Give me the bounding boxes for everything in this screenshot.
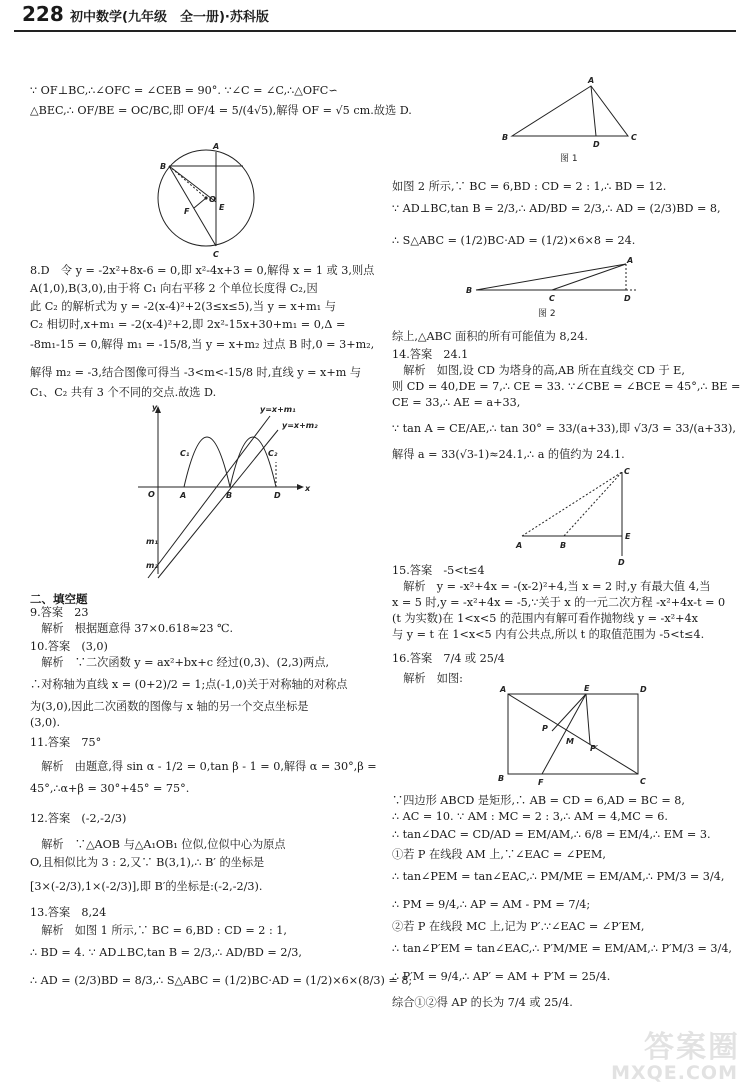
text-line: 45°,∴α+β = 30°+45° = 75°. xyxy=(30,782,190,795)
text-line: 解得 m₂ = -3,结合图像可得当 -3<m<-15/8 时,直线 y = x+m 与 xyxy=(30,366,362,379)
figure-14 xyxy=(508,466,638,566)
text-line: ∵ tan A = CE/AE,∴ tan 30° = 33/(a+33),即 √3/3 = 33/(a+33), xyxy=(392,422,736,435)
text-line: 解析 根据题意得 37×0.618≈23 ℃. xyxy=(30,622,234,635)
axis-label: y xyxy=(152,403,158,412)
text-line: CE = 33,∴ AE = a+33, xyxy=(392,396,521,409)
text-line: 16.答案 7/4 或 25/4 xyxy=(392,652,505,665)
fig-label: A xyxy=(180,491,187,500)
fig-label: B xyxy=(502,133,509,142)
text-line: 解得 a = 33(√3-1)≈24.1,∴ a 的值约为 24.1. xyxy=(392,448,625,461)
text-line: 为(3,0),因此二次函数的图像与 x 轴的另一个交点坐标是 xyxy=(30,700,309,713)
text-line: 解析 如图,设 CD 为塔身的高,AB 所在直线交 CD 于 E, xyxy=(392,364,685,377)
fig-label: A xyxy=(588,76,595,85)
fig-label: A xyxy=(516,541,523,550)
text-line: ∴ tan∠PEM = tan∠EAC,∴ PM/ME = EM/AM,∴ PM/3 = 3/4, xyxy=(392,870,725,883)
text-line: ②若 P 在线段 MC 上,记为 P′.∵∠EAC = ∠P′EM, xyxy=(392,920,645,933)
watermark xyxy=(612,1022,744,1086)
text-line: 9.答案 23 xyxy=(30,606,89,619)
rectangle-figure xyxy=(492,684,652,794)
text-line: 10.答案 (3,0) xyxy=(30,640,108,653)
fig-label: O xyxy=(148,490,155,499)
text-line: 此 C₂ 的解析式为 y = -2(x-4)²+2(3≤x≤5),当 y = x+m₁ 与 xyxy=(30,300,336,313)
fig-label: D xyxy=(618,558,625,567)
fig-label: C₂ xyxy=(268,449,278,458)
text-line: C₂ 相切时,x+m₁ = -2(x-4)²+2,即 2x²-15x+30+m₁ = 0,Δ = xyxy=(30,318,346,331)
fig-label: P xyxy=(542,724,548,733)
text-line: △BEC,∴ OF/BE = OC/BC,即 OF/4 = 5/(4√5),解得 OF = √5 cm.故选 D. xyxy=(30,104,412,117)
text-line: 解析 ∵△AOB 与△A₁OB₁ 位似,位似中心为原点 xyxy=(30,838,286,851)
page-number: 228 xyxy=(22,2,64,26)
fig-label: E xyxy=(584,684,590,693)
fig-label: y=x+m₂ xyxy=(282,421,318,430)
text-line: (t 为实数)在 1<x<5 的范围内有解可看作抛物线 y = -x²+4x xyxy=(392,612,698,625)
text-line: [3×(-2/3),1×(-2/3)],即 B′的坐标是:(-2,-2/3). xyxy=(30,880,263,893)
fig-label: E xyxy=(219,203,225,212)
text-line: ∴ AC = 10. ∵ AM : MC = 2 : 3,∴ AM = 4,MC = 6. xyxy=(392,810,668,823)
figure-2 xyxy=(462,256,662,321)
fig-label: B xyxy=(160,162,167,171)
page-header xyxy=(14,0,736,32)
fig-label: y=x+m₁ xyxy=(260,405,296,414)
text-line: 8.D 令 y = -2x²+8x-6 = 0,即 x²-4x+3 = 0,解得 x = 1 或 3,则点 xyxy=(30,264,375,277)
axis-label: x xyxy=(305,484,311,493)
text-line: ∵四边形 ABCD 是矩形,∴ AB = CD = 6,AD = BC = 8, xyxy=(392,794,685,807)
text-line: 综合①②得 AP 的长为 7/4 或 25/4. xyxy=(392,996,573,1009)
text-line: ∴ tan∠P′EM = tan∠EAC,∴ P′M/ME = EM/AM,∴ P′M/3 = 3/4, xyxy=(392,942,732,955)
text-line: (3,0). xyxy=(30,716,61,729)
fig-label: C xyxy=(624,467,630,476)
text-line: 解析 y = -x²+4x = -(x-2)²+4,当 x = 2 时,y 有最大值 4,当 xyxy=(392,580,711,593)
fig-label: C xyxy=(213,250,219,259)
text-line: x = 5 时,y = -x²+4x = -5,∵关于 x 的一元二次方程 -x²+4x-t = 0 xyxy=(392,596,726,609)
text-line: ∴ S△ABC = (1/2)BC·AD = (1/2)×6×8 = 24. xyxy=(392,234,636,247)
watermark-logo-text: 答案圈 xyxy=(644,1030,740,1065)
fig-label: A xyxy=(627,256,634,265)
text-line: ∴ P′M = 9/4,∴ AP′ = AM + P′M = 25/4. xyxy=(392,970,611,983)
text-line: 14.答案 24.1 xyxy=(392,348,469,361)
text-line: 解析 由题意,得 sin α - 1/2 = 0,tan β - 1 = 0,解得 α = 30°,β = xyxy=(30,760,377,773)
text-line: 解析 如图 1 所示,∵ BC = 6,BD : CD = 2 : 1, xyxy=(30,924,287,937)
fig-label: B xyxy=(560,541,567,550)
text-line: 15.答案 -5<t≤4 xyxy=(392,564,485,577)
section-title: 二、填空题 xyxy=(30,592,88,606)
text-line: O,且相似比为 3 : 2,又∵ B(3,1),∴ B′ 的坐标是 xyxy=(30,856,265,869)
fig-label: O xyxy=(209,195,216,204)
text-line: 则 CD = 40,DE = 7,∴ CE = 33. ∵∠CBE = ∠BCE = 45°,∴ BE = xyxy=(392,380,741,393)
fig-label: A xyxy=(213,142,220,151)
fig-label: D xyxy=(593,140,600,149)
watermark-url: MXQE.COM xyxy=(611,1062,738,1084)
text-line: 12.答案 (-2,-2/3) xyxy=(30,812,127,825)
text-line: ∴ tan∠DAC = CD/AD = EM/AM,∴ 6/8 = EM/4,∴ EM = 3. xyxy=(392,828,711,841)
text-line: 如图 2 所示,∵ BC = 6,BD : CD = 2 : 1,∴ BD = 12. xyxy=(392,180,667,193)
fig-caption: 图 2 xyxy=(538,309,556,319)
text-line: ∴ PM = 9/4,∴ AP = AM - PM = 7/4; xyxy=(392,898,591,911)
fig-label: P′ xyxy=(590,744,598,753)
right-column xyxy=(392,36,741,1091)
text-line: 解析 如图: xyxy=(392,672,463,685)
fig-label: C xyxy=(631,133,637,142)
fig-label: D xyxy=(624,294,631,303)
fig-label: F xyxy=(538,778,544,787)
text-line: 13.答案 8,24 xyxy=(30,906,107,919)
text-line: 11.答案 75° xyxy=(30,736,102,749)
fig-label: D xyxy=(274,491,281,500)
text-line: ∵ OF⊥BC,∴∠OFC = ∠CEB = 90°. ∵∠C = ∠C,∴△OFC∽ xyxy=(30,84,338,97)
fig-label: F xyxy=(184,207,190,216)
fig-label: m₁ xyxy=(146,537,158,546)
fig-label: C xyxy=(549,294,555,303)
text-line: 解析 ∵二次函数 y = ax²+bx+c 经过(0,3)、(2,3)两点, xyxy=(30,656,330,669)
fig-label: C xyxy=(640,777,646,786)
book-title: 初中数学(九年级 全一册)·苏科版 xyxy=(70,10,269,25)
text-line: ①若 P 在线段 AM 上,∵∠EAC = ∠PEM, xyxy=(392,848,606,861)
fig-label: E xyxy=(625,532,631,541)
fig-label: M xyxy=(566,737,574,746)
text-line: ∴ AD = (2/3)BD = 8/3,∴ S△ABC = (1/2)BC·AD = (1/2)×6×(8/3) = 8; xyxy=(30,974,413,987)
text-line: 综上,△ABC 面积的所有可能值为 8,24. xyxy=(392,330,588,343)
fig-label: m₂ xyxy=(146,561,158,570)
parabola-graph xyxy=(118,402,318,582)
fig-label: D xyxy=(640,685,647,694)
text-line: ∵ AD⊥BC,tan B = 2/3,∴ AD/BD = 2/3,∴ AD = (2/3)BD = 8, xyxy=(392,202,721,215)
text-line: ∴对称轴为直线 x = (0+2)/2 = 1;点(-1,0)关于对称轴的对称点 xyxy=(30,678,348,691)
fig-label: A xyxy=(500,685,507,694)
figure-1 xyxy=(492,76,642,171)
text-line: ∴ BD = 4. ∵ AD⊥BC,tan B = 2/3,∴ AD/BD = 2/3, xyxy=(30,946,302,959)
text-line: A(1,0),B(3,0),由于将 C₁ 向右平移 2 个单位长度得 C₂,因 xyxy=(30,282,318,295)
fig-label: B xyxy=(498,774,505,783)
fig-caption: 图 1 xyxy=(560,154,578,164)
fig-label: C₁ xyxy=(180,449,190,458)
text-line: 与 y = t 在 1<x<5 内有公共点,所以 t 的取值范围为 -5<t≤4. xyxy=(392,628,705,641)
fig-label: B xyxy=(466,286,473,295)
text-line: C₁、C₂ 共有 3 个不同的交点.故选 D. xyxy=(30,386,217,399)
text-line: -8m₁-15 = 0,解得 m₁ = -15/8,当 y = x+m₂ 过点 B 时,0 = 3+m₂, xyxy=(30,338,375,351)
left-column xyxy=(30,36,413,1091)
fig-label: B xyxy=(226,491,233,500)
